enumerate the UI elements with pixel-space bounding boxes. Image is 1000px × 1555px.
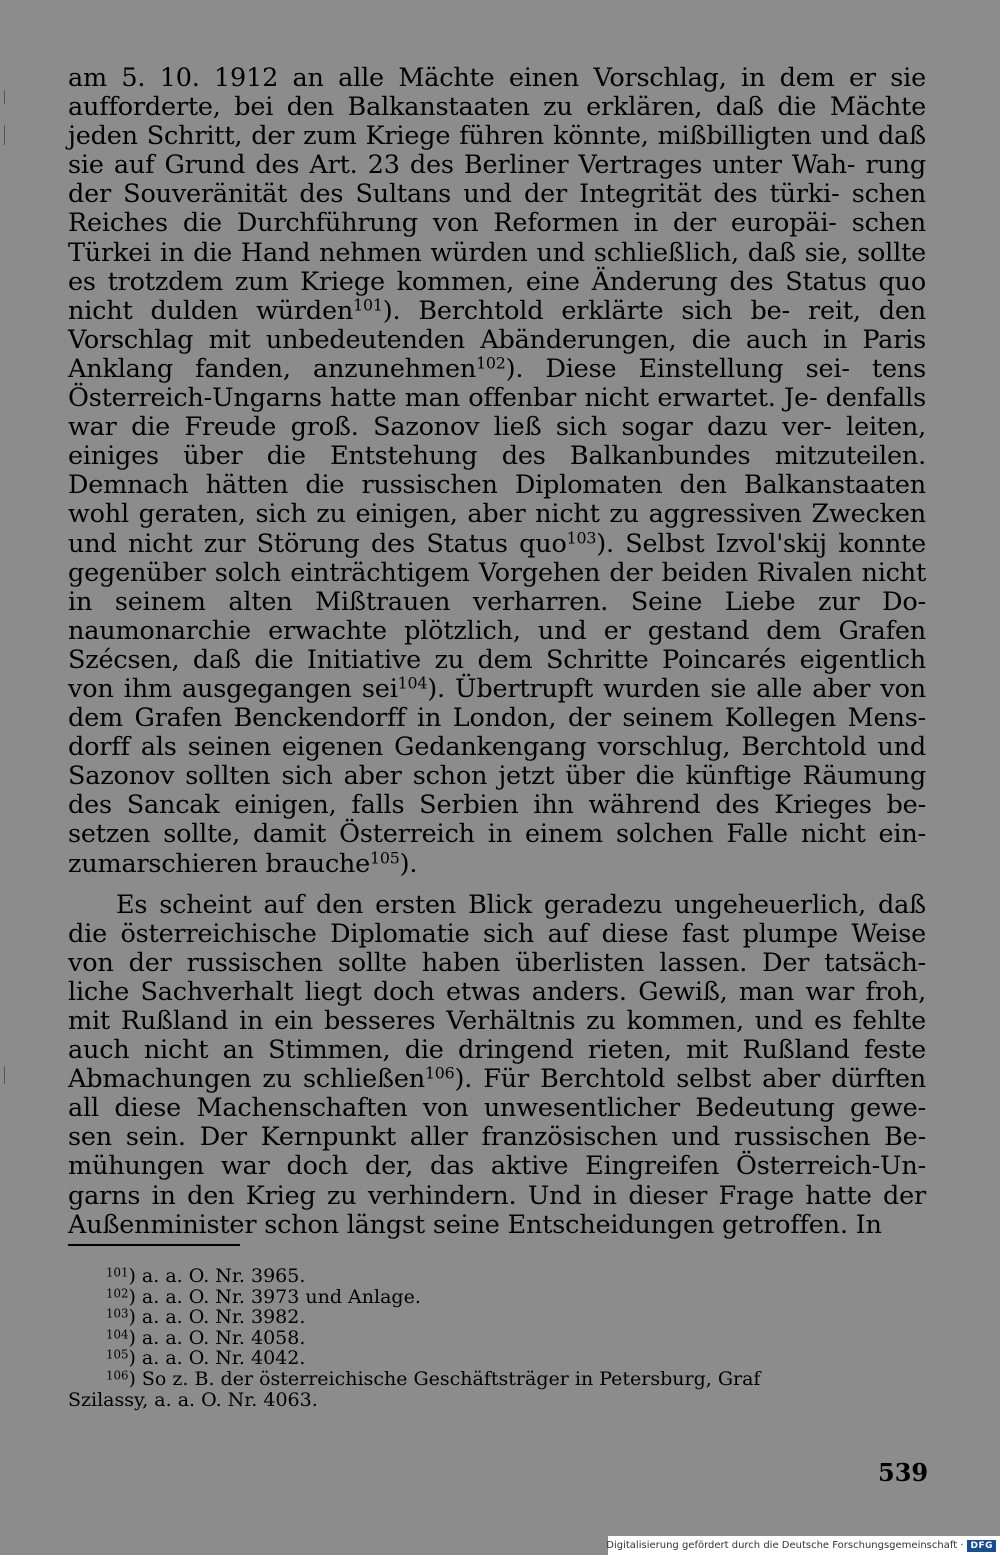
text-line: reit, den Vorschlag mit unbedeutenden Abänderungen, die auch <box>68 295 926 355</box>
text-line: liche Sachverhalt liegt doch etwas anders. Gewiß, man war froh, <box>68 976 926 1007</box>
paragraph <box>68 891 926 1240</box>
footnote-number: 104 <box>106 1327 129 1342</box>
footnote <box>68 1266 926 1287</box>
text-line: wohl geraten, sich zu einigen, aber nicht zu aggressiven Zwecken <box>68 499 926 530</box>
text-line: garns in den Krieg zu verhindern. Und in dieser Frage hatte der <box>68 1180 926 1211</box>
text-line: tens Österreich-Ungarns hatte man offenbar nicht erwartet. Je- <box>68 353 926 414</box>
footnote-ref: 105 <box>370 847 400 867</box>
text-line: dem Grafen Benckendorff in London, der seinem Kollegen Mens- <box>68 703 926 734</box>
paragraph <box>68 64 926 879</box>
margin-mark <box>4 125 5 145</box>
text-line: am 5. 10. 1912 an alle Mächte einen Vorschlag, in dem er sie <box>68 63 926 93</box>
footnote <box>68 1287 926 1308</box>
text-line: Es scheint auf den ersten Blick geradezu ungeheuerlich, daß <box>116 889 926 920</box>
text-line: Sazonov sollten sich aber schon jetzt über die künftige Räumung <box>68 761 926 792</box>
text-line: Außenminister schon längst seine Entscheidungen getroffen. In <box>68 1209 882 1240</box>
footnote-text: ) a. a. O. Nr. 4058. <box>128 1326 306 1349</box>
footnote <box>68 1369 926 1390</box>
page-number: 539 <box>878 1458 929 1487</box>
footnote-number: 105 <box>106 1348 129 1363</box>
text-line: zumarschieren brauche <box>68 848 371 879</box>
text-line: von der russischen sollte haben überlisten lassen. Der tatsäch- <box>68 947 926 978</box>
text-line: Demnach hätten die russischen Diplomaten den Balkanstaaten <box>68 470 926 501</box>
text-line: naumonarchie erwachte plötzlich, und er gestand dem Grafen <box>68 615 926 646</box>
text-line: aufforderte, bei den Balkanstaaten zu erklären, daß die Mächte <box>68 92 926 123</box>
text-line: mit Rußland in ein besseres Verhältnis zu kommen, und es fehlte <box>68 1006 926 1036</box>
footnote-ref: 104 <box>397 673 428 693</box>
body-text <box>68 64 926 1240</box>
text-line: jeden Schritt, der zum Kriege führen könnte, mißbilligten und <box>68 121 870 152</box>
text-line: Abmachungen zu schließen <box>68 1064 425 1095</box>
margin-mark <box>4 1066 5 1084</box>
footnote-number: 106 <box>106 1368 129 1383</box>
text-line: die österreichische Diplomatie sich auf diese fast plumpe Weise <box>68 918 926 949</box>
footnote-ref: 103 <box>566 527 597 547</box>
margin-mark <box>4 90 5 104</box>
text-line: gegenüber solch einträchtigem Vorgehen der beiden Rivalen <box>68 557 853 588</box>
text-line: all diese Machenschaften von unwesentlicher Bedeutung gewe- <box>68 1093 926 1124</box>
footnote-continuation: Szilassy, a. a. O. Nr. 4063. <box>68 1388 318 1411</box>
footnote <box>68 1328 926 1349</box>
text-line: denfalls war die Freude groß. Sazonov ließ sich sogar dazu ver- <box>68 383 927 443</box>
footnote-ref: 106 <box>424 1063 455 1083</box>
text-line: schen Reiches die Durchführung von Reformen in der europäi- <box>68 179 927 239</box>
text-line: dorff als seinen eigenen Gedankengang vorschlug, Berchtold und <box>68 732 926 763</box>
text-line: mühungen war doch der, das aktive Eingreifen Österreich-Un- <box>68 1151 926 1182</box>
text-line: ). Für Berchtold selbst aber dürften <box>454 1064 926 1095</box>
text-line: ). Übertrupft wurden sie alle aber von <box>427 673 926 704</box>
text-line: nicht in seinem alten Mißtrauen verharren. Seine Liebe zur Do- <box>68 557 927 617</box>
footnote-separator <box>68 1244 240 1246</box>
text-line: schen Türkei in die Hand nehmen würden und schließlich, daß <box>68 208 926 268</box>
text-line: von ihm ausgegangen sei <box>68 673 398 704</box>
text-line: auch nicht an Stimmen, die dringend rieten, mit Rußland feste <box>68 1035 926 1066</box>
text-line: ). <box>399 848 418 879</box>
footnote-ref: 102 <box>476 353 506 373</box>
footnote-text: ) a. a. O. Nr. 3965. <box>128 1265 306 1287</box>
footnote <box>68 1348 926 1369</box>
dfg-logo-icon: DFG <box>967 1540 996 1552</box>
footnote <box>68 1307 926 1328</box>
text-line: leiten, einiges über die Entstehung des Balkanbundes mitzuteilen. <box>68 412 926 472</box>
footnote-number: 103 <box>106 1306 129 1321</box>
text-line: ). Diese Einstellung sei- <box>505 353 850 384</box>
footnote-text: ) a. a. O. Nr. 4042. <box>128 1347 306 1370</box>
text-line: sen sein. Der Kernpunkt aller französischen und russischen Be- <box>68 1122 926 1153</box>
text-line: sie, sollte es trotzdem zum Kriege kommen, eine Änderung des <box>68 237 927 297</box>
footnote-text: ) a. a. O. Nr. 3973 und Anlage. <box>128 1285 421 1308</box>
text-line: in Paris Anklang fanden, anzunehmen <box>68 324 927 384</box>
footnote-number: 101 <box>106 1265 129 1280</box>
text-line: ). Berchtold erklärte sich be- <box>382 295 790 326</box>
footnote-number: 102 <box>106 1286 129 1301</box>
text-line: Status quo nicht dulden würden <box>68 266 926 326</box>
footnotes <box>68 1266 926 1410</box>
footnote-text: ) So z. B. der österreichische Geschäftsträger in Petersburg, Graf <box>128 1367 761 1390</box>
funding-footer <box>608 1536 1000 1555</box>
footnote-text: ) a. a. O. Nr. 3982. <box>128 1306 306 1329</box>
text-line: und nicht zur Störung des Status quo <box>68 528 567 559</box>
text-line: Szécsen, daß die Initiative zu dem Schritte Poincarés eigentlich <box>68 644 926 675</box>
text-line: setzen sollte, damit Österreich in einem solchen Falle nicht ein- <box>68 819 926 850</box>
text-line: daß sie auf Grund des Art. 23 des Berliner Vertrages unter Wah- <box>68 121 927 181</box>
text-line: rung der Souveränität des Sultans und der Integrität des türki- <box>68 150 927 210</box>
text-line: des Sancak einigen, falls Serbien ihn während des Krieges be- <box>68 790 926 821</box>
footnote-ref: 101 <box>353 295 383 315</box>
funding-text: Digitalisierung gefördert durch die Deutsche Forschungsgemeinschaft · <box>606 1540 964 1551</box>
text-line: ). Selbst Izvol'skij konnte <box>596 528 926 559</box>
